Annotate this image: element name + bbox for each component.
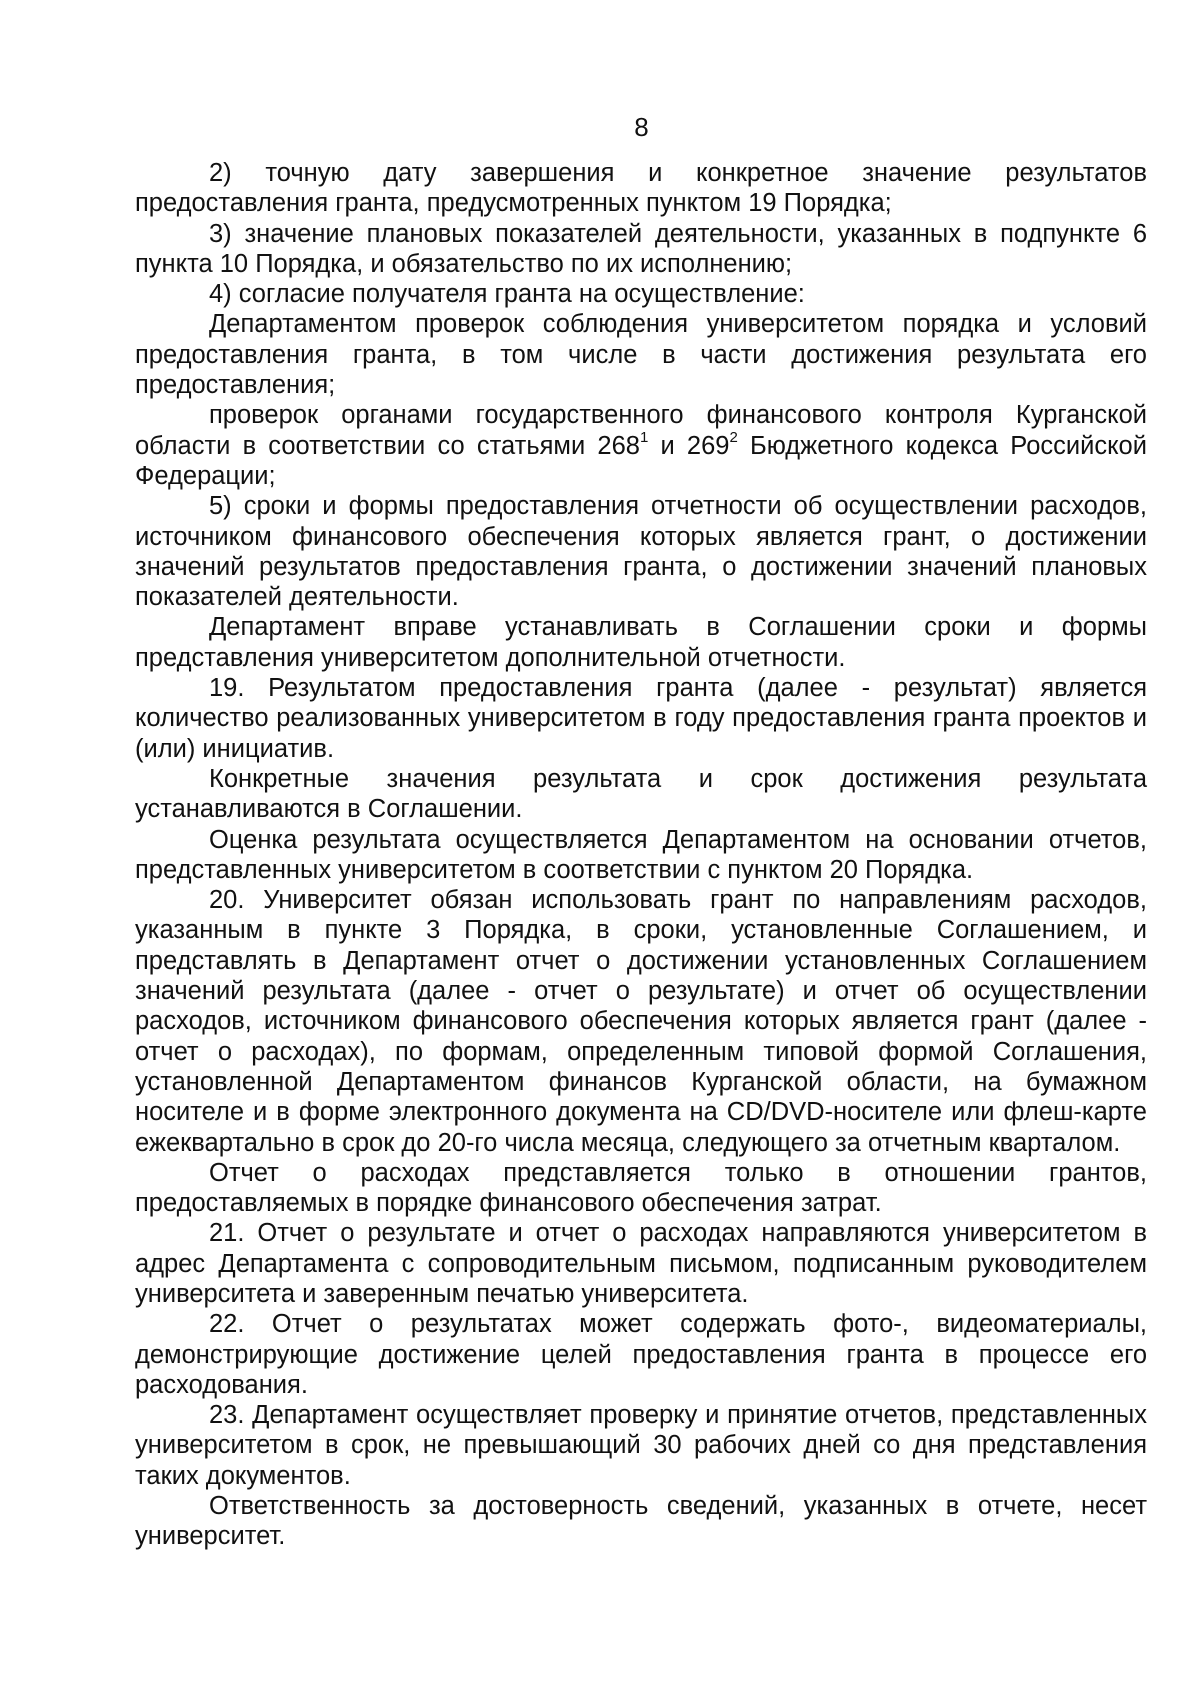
superscript-2: 2 — [729, 429, 738, 447]
paragraph-department-inspections: Департаментом проверок соблюдения университетом порядка и условий предоставления гранта, в том числе в части достижения результата его предоставления; — [135, 310, 1147, 400]
paragraph-financial-control — [135, 400, 1147, 491]
paragraph-clause-23: 23. Департамент осуществляет проверку и принятие отчетов, представленных университетом в срок, не превышающий 30 рабочих дней со дня представления таких документов. — [135, 1401, 1147, 1490]
paragraph-clause-19: 19. Результатом предоставления гранта (далее - результат) является количество реализованных университетом в году предоставления гранта проектов и (или) инициатив. — [135, 674, 1147, 763]
paragraph-item-5: 5) сроки и формы предоставления отчетности об осуществлении расходов, источником финансового обеспечения которых является грант, о достижении значений результатов предоставления гранта, о достижении значений плановых показателей деятельности. — [135, 492, 1147, 612]
superscript-1: 1 — [639, 429, 649, 447]
paragraph-item-2: 2) точную дату завершения и конкретное значение результатов предоставления гранта, предусмотренных пунктом 19 Порядка; — [135, 159, 1147, 218]
paragraph-additional-reporting: Департамент вправе устанавливать в Соглашении сроки и формы представления университетом дополнительной отчетности. — [135, 613, 1147, 672]
paragraph-result-evaluation: Оценка результата осуществляется Департаментом на основании отчетов, представленных университетом в соответствии с пунктом 20 Порядка. — [135, 825, 1147, 884]
paragraph-text-part: проверок органами государственного финансового контроля Курганской области в соответствии со статьями 268 — [135, 401, 1147, 460]
paragraph-item-4: 4) согласие получателя гранта на осуществление: — [209, 280, 805, 309]
paragraph-expense-report: Отчет о расходах представляется только в отношении грантов, предоставляемых в порядке финансового обеспечения затрат. — [135, 1158, 1147, 1218]
paragraph-text-part: Бюджетного кодекса Российской Федерации; — [135, 431, 1147, 490]
paragraph-clause-22: 22. Отчет о результатах может содержать фото-, видеоматериалы, демонстрирующие достижение целей предоставления гранта в процессе его расходования. — [135, 1310, 1147, 1399]
paragraph-item-3: 3) значение плановых показателей деятельности, указанных в подпункте 6 пункта 10 Порядка, и обязательство по их исполнению; — [135, 219, 1147, 278]
page-number: 8 — [634, 112, 649, 142]
paragraph-text-part: и 269 — [648, 431, 730, 460]
paragraph-clause-21: 21. Отчет о результате и отчет о расходах направляются университетом в адрес Департамента с сопроводительным письмом, подписанным руководителем университета и заверенным печатью университета. — [135, 1219, 1147, 1308]
paragraph-clause-20: 20. Университет обязан использовать грант по направлениям расходов, указанным в пункте 3 Порядка, в сроки, установленные Соглашением, и представлять в Департамент отчет о достижении установленных Соглашением значений результата (далее - отчет о результате) и отчет об осуществлении расходов, источником финансового обеспечения которых является грант (далее - отчет о расходах), по формам, определенным типовой формой Соглашения, установленной Департаментом финансов Курганской области, на бумажном носителе и в форме электронного документа на CD/DVD-носителе или флеш-карте ежеквартально в срок до 20-го числа месяца, следующего за отчетным кварталом. — [135, 886, 1147, 1157]
document-body — [135, 158, 1147, 1552]
paragraph-result-values: Конкретные значения результата и срок достижения результата устанавливаются в Соглашении. — [135, 764, 1147, 824]
paragraph-responsibility: Ответственность за достоверность сведений, указанных в отчете, несет университет. — [135, 1492, 1147, 1551]
